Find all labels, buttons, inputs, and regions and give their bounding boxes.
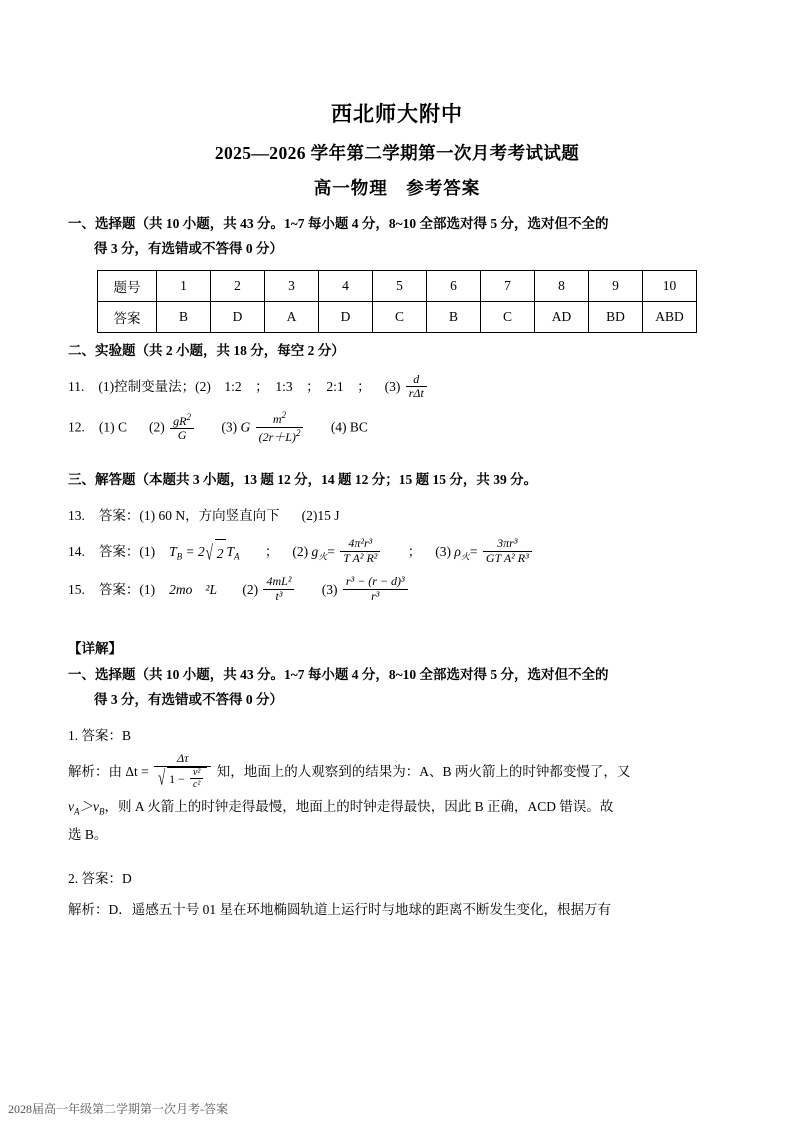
item-15-p1-label: (1)	[139, 581, 156, 597]
fraction-numerator: r³ − (r − d)³	[343, 575, 408, 590]
fraction-numerator: $gR^2$	[170, 412, 194, 430]
section1-heading-line2: 得 3 分，有选错或不答得 0 分）	[94, 240, 283, 256]
item-14-p3-symbol: $\rho_火$	[454, 543, 470, 562]
table-cell: ABD	[643, 301, 697, 332]
item-12-part3-symbol: G	[240, 419, 251, 435]
item-15-fraction-3	[343, 575, 408, 604]
fraction-denominator: √ 1 − $\frac{\text{v²}}{\text{c²}}$	[154, 767, 211, 792]
item-14-p3-label: (3)	[435, 543, 452, 559]
item-13	[68, 502, 726, 529]
item-12-fraction-2	[256, 410, 304, 445]
table-cell: 9	[589, 270, 643, 301]
fraction-numerator: 4mL²	[263, 575, 294, 590]
table-cell: B	[157, 301, 211, 332]
item-14-p2-label: (2)	[292, 543, 309, 559]
fraction-numerator: 3πr³	[483, 537, 532, 552]
section2-heading: 二、实验题（共 2 小题，共 18 分，每空 2 分）	[68, 342, 345, 358]
details-heading-line2: 得 3 分，有选错或不答得 0 分）	[94, 692, 283, 708]
item-13-part1: (1) 60 N，方向竖直向下	[139, 507, 280, 523]
detail-q1-fraction	[154, 752, 211, 792]
details-heading	[68, 663, 726, 713]
detail-q1-answer: 1. 答案：B	[68, 728, 132, 744]
table-cell: 8	[535, 270, 589, 301]
item-11-fraction	[406, 373, 427, 402]
item-11-number: 11.	[68, 378, 85, 394]
item-15	[68, 576, 726, 605]
item-14-fraction-2	[340, 537, 380, 566]
item-15-label: 答案：	[98, 581, 140, 597]
detail-q1-exp-line2: $v_A>v_B$，则 A 火箭上的时钟走得最慢，地面上的时钟走得最快，因此 B 正确，ACD 错误。故	[68, 798, 614, 817]
table-cell: C	[481, 301, 535, 332]
table-cell: D	[319, 301, 373, 332]
details-heading-line1: 一、选择题（共 10 小题，共 43 分。1~7 每小题 4 分，8~10 全部选对得 5 分，选对但不全的	[68, 667, 609, 683]
item-15-p2-label: (2)	[242, 581, 259, 597]
item-14-number: 14.	[68, 543, 85, 559]
answer-table-wrapper	[68, 270, 726, 333]
item-14-p1: $T_B = 2$ √ 2 $T_A$	[169, 544, 239, 559]
detail-q2-explanation	[68, 896, 726, 924]
table-cell: 7	[481, 270, 535, 301]
detail-q1-explanation	[68, 753, 726, 849]
item-14-p2-symbol: $g_火$	[311, 543, 328, 562]
item-11-part1: (1)控制变量法；	[98, 378, 196, 394]
detail-q2-exp-line1: 解析：D．遥感五十号 01 星在环地椭圆轨道上运行时与地球的距离不断发生变化，根据万有	[68, 901, 611, 917]
fraction-denominator: T A² R²	[343, 551, 378, 566]
item-14-fraction-3	[483, 537, 532, 566]
table-cell: 2	[211, 270, 265, 301]
table-row-numbers	[98, 270, 697, 301]
table-cell: 6	[427, 270, 481, 301]
item-12	[68, 411, 726, 446]
item-14: 14. 答案：(1) $T_B = 2$ √ 2 $T_A$ ； (2) $g_火=$ $\frac{\text{4π²r³}}{\text{T A² R²}}$ ； (3) $\rho_火=$ $\frac{\text{3πr³}}{\text{GT A² R³}}$	[68, 538, 726, 567]
detail-q1-exp-line3: 选 B。	[68, 826, 108, 842]
item-12-part1: (1) C	[98, 419, 127, 435]
table-cell: BD	[589, 301, 643, 332]
fraction-denominator: G	[177, 428, 187, 443]
item-15-fraction-2	[263, 575, 294, 604]
detail-q2-answer: 2. 答案：D	[68, 870, 132, 886]
table-cell: AD	[535, 301, 589, 332]
fraction-numerator: Δτ	[154, 752, 211, 767]
item-15-number: 15.	[68, 581, 85, 597]
answer-table	[97, 270, 697, 333]
row-label-answer: 答案	[98, 301, 157, 332]
item-11-part3-label: (3)	[384, 378, 401, 394]
item-13-number: 13.	[68, 507, 85, 523]
item-12-fraction-1	[170, 412, 194, 444]
page-footer: 2028届高一年级第二学期第一次月考-答案	[8, 1102, 228, 1116]
table-cell: 4	[319, 270, 373, 301]
fraction-denominator: t³	[275, 589, 283, 604]
subject-title: 高一物理 参考答案	[313, 178, 481, 198]
fraction-denominator: $(2r+L)^2$	[258, 427, 301, 444]
details-marker: 【详解】	[68, 641, 122, 657]
detail-q1-exp-prefix: 解析：由 Δt =	[68, 764, 149, 780]
table-cell: C	[373, 301, 427, 332]
item-12-part3-label: (3)	[221, 419, 238, 435]
row-label-number: 题号	[98, 270, 157, 301]
table-cell: D	[211, 301, 265, 332]
table-cell: 3	[265, 270, 319, 301]
item-14-p1-label: (1)	[139, 543, 156, 559]
table-cell: B	[427, 301, 481, 332]
item-13-label: 答案：	[98, 507, 140, 523]
fraction-numerator: d	[406, 373, 427, 388]
item-12-number: 12.	[68, 419, 85, 435]
fraction-denominator: r³	[371, 589, 380, 604]
table-row-answers	[98, 301, 697, 332]
section1-heading	[68, 212, 726, 262]
item-11	[68, 373, 726, 402]
section1-heading-line1: 一、选择题（共 10 小题，共 43 分。1~7 每小题 4 分，8~10 全部选对得 5 分，选对但不全的	[68, 216, 609, 231]
table-cell: 5	[373, 270, 427, 301]
item-15-p1-value: 2moﾠ²L	[169, 581, 217, 597]
table-cell: 10	[643, 270, 697, 301]
fraction-numerator: $m^2$	[256, 410, 304, 428]
section3-heading: 三、解答题（本题共 3 小题，13 题 12 分，14 题 12 分；15 题 15 分，共 39 分。	[68, 471, 538, 487]
detail-q1-exp-mid: 知，地面上的人观察到的结果为：A、B 两火箭上的时钟都变慢了，又	[216, 764, 631, 780]
fraction-numerator: 4π²r³	[340, 537, 380, 552]
table-cell: 1	[157, 270, 211, 301]
item-14-label: 答案：	[98, 543, 140, 559]
item-12-part4: (4) BC	[330, 419, 368, 435]
fraction-denominator: GT A² R³	[485, 551, 529, 566]
item-11-part2: (2) 1:2 ； 1:3 ； 2:1 ；	[195, 378, 371, 394]
item-15-p3-label: (3)	[321, 581, 338, 597]
page-title: 西北师大附中	[331, 102, 463, 126]
item-12-part2-label: (2)	[149, 419, 165, 435]
exam-title: 2025—2026 学年第二学期第一次月考考试试题	[214, 143, 580, 163]
detail-q1-exp-line1	[68, 753, 726, 793]
fraction-denominator: rΔt	[408, 386, 424, 401]
table-cell: A	[265, 301, 319, 332]
item-13-part2: (2)15 J	[301, 507, 340, 523]
